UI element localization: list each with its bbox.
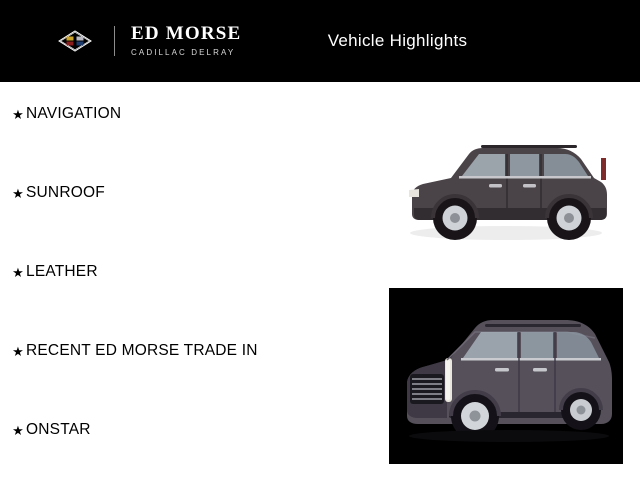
star-bullet-icon: ★ <box>12 107 24 122</box>
list-item <box>0 341 380 420</box>
cadillac-crest-icon <box>58 30 92 52</box>
feature-list <box>0 82 380 480</box>
list-item <box>0 420 380 499</box>
feature-label: LEATHER <box>26 263 98 280</box>
feature-label: NAVIGATION <box>26 105 122 122</box>
header-bar <box>0 0 640 82</box>
list-item <box>0 262 380 341</box>
star-bullet-icon: ★ <box>12 344 24 359</box>
list-item <box>0 104 380 183</box>
list-item <box>0 183 380 262</box>
dealer-location: CADILLAC DELRAY <box>131 47 236 57</box>
star-bullet-icon: ★ <box>12 423 24 438</box>
content-area <box>0 82 640 480</box>
dealer-wordmark <box>131 24 241 59</box>
vehicle-photo-side-profile <box>389 96 623 272</box>
vehicle-photo-front-three-quarter <box>389 288 623 464</box>
dealer-name: ED MORSE <box>131 22 242 44</box>
star-bullet-icon: ★ <box>12 265 24 280</box>
feature-label: ONSTAR <box>26 421 91 438</box>
logo-divider <box>114 26 115 56</box>
feature-label: SUNROOF <box>26 184 105 201</box>
dealer-logo <box>58 24 241 59</box>
star-bullet-icon: ★ <box>12 186 24 201</box>
page-title: Vehicle Highlights <box>327 31 468 50</box>
feature-label: RECENT ED MORSE TRADE IN <box>26 342 258 359</box>
